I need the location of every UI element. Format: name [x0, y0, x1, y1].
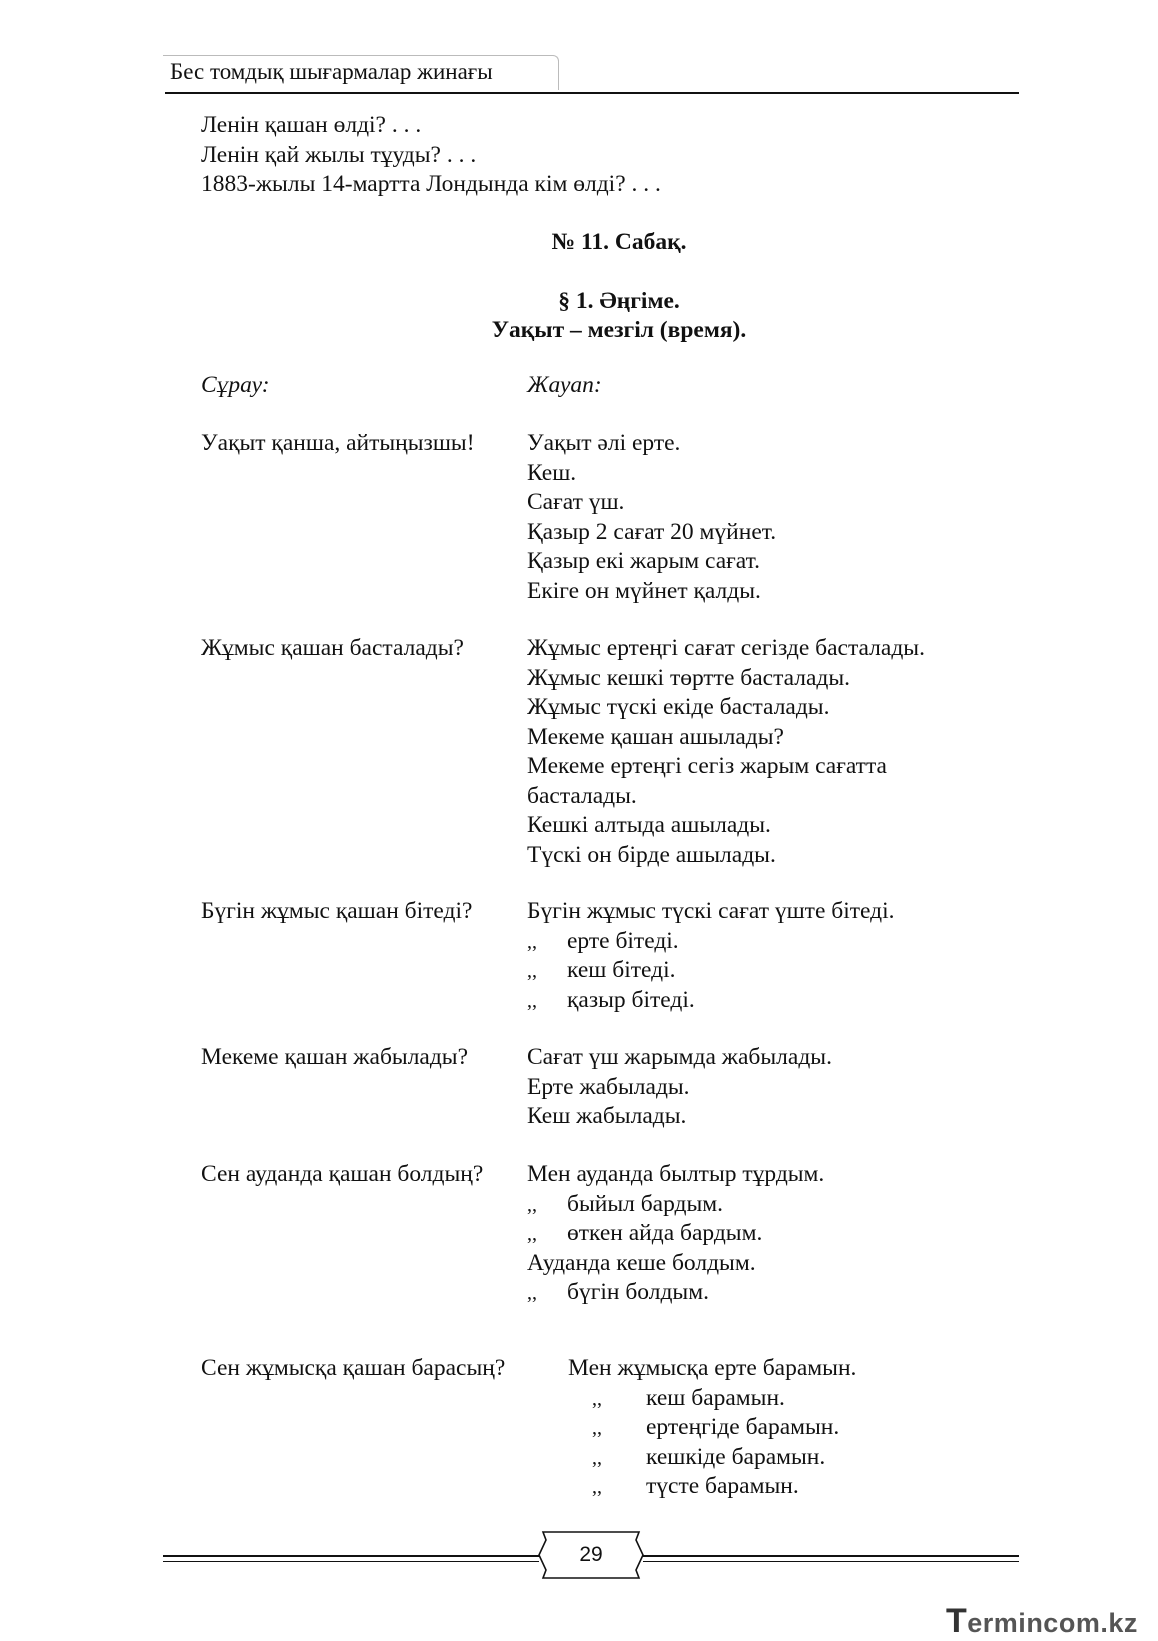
- question-text: Сен ауданда қашан болдың?: [201, 1161, 484, 1187]
- question-text: Уақыт қанша, айтыңызшы!: [201, 430, 475, 456]
- ditto-mark: ,,: [527, 1193, 537, 1216]
- answer-list: [527, 635, 925, 871]
- watermark-suffix: m.kz: [1075, 1608, 1138, 1638]
- answer-line: Ауданда кеше болдым.: [527, 1249, 756, 1276]
- answer-line: Ерте жабылады.: [527, 1073, 690, 1100]
- ditto-answer-text: быйыл бардым.: [567, 1190, 724, 1217]
- footer-rule-right: [643, 1555, 1019, 1562]
- header-rule: [165, 92, 1019, 94]
- answer-line: Бүгін жұмыс түскі сағат үште бітеді.: [527, 898, 895, 924]
- answer-line: Қазыр екі жарым сағат.: [527, 548, 760, 574]
- watermark-text: erminc: [967, 1608, 1059, 1638]
- ditto-mark: ,,: [527, 930, 537, 953]
- answer-line: Мекеме ертеңгі сегіз жарым сағатта: [527, 753, 887, 779]
- answer-line: Мекеме қашан ашылады?: [527, 723, 784, 750]
- question-text: Жұмыс қашан басталады?: [201, 635, 464, 661]
- answer-line: Жұмыс кешкі төртте басталады.: [527, 664, 851, 691]
- ditto-answer-text: кешкіде барамын.: [646, 1443, 826, 1470]
- page-number-frame: [537, 1530, 645, 1580]
- running-header: Бес томдық шығармалар жинағы: [170, 59, 493, 84]
- answer-line: басталады.: [527, 782, 637, 809]
- ditto-mark: ,,: [592, 1417, 602, 1439]
- ditto-answer-text: кеш барамын.: [646, 1384, 785, 1411]
- ditto-answer-text: өткен айда бардым.: [567, 1220, 763, 1246]
- site-watermark: [946, 1602, 1138, 1641]
- watermark-initial: T: [946, 1602, 968, 1640]
- answer-list: [527, 1044, 832, 1133]
- answer-line: Сағат үш жарымда жабылады.: [527, 1044, 832, 1070]
- question-column-label: Сұрау:: [201, 372, 270, 398]
- answer-list: [568, 1355, 856, 1503]
- answer-line: Уақыт әлі ерте.: [527, 430, 681, 456]
- ditto-answer-text: бүгін болдым.: [567, 1279, 709, 1305]
- answer-line: Жұмыс түскі екіде басталады.: [527, 694, 830, 720]
- ditto-mark: ,,: [527, 1223, 537, 1245]
- ditto-answer-text: ерте бітеді.: [567, 927, 679, 954]
- lesson-title: № 11. Сабақ.: [551, 229, 687, 255]
- intro-line: 1883-жылы 14-мартта Лондында кім өлді? . . .: [201, 171, 661, 197]
- answer-line: Кеш жабылады.: [527, 1103, 687, 1129]
- answer-line: Қазыр 2 сағат 20 мүйнет.: [527, 518, 777, 545]
- intro-line: Ленін қай жылы тұуды? . . .: [201, 141, 477, 168]
- ditto-answer-line: [568, 1414, 856, 1444]
- answer-line: Мен жұмысқа ерте барамын.: [568, 1355, 857, 1381]
- footer-rule-left: [163, 1555, 539, 1562]
- section-subtitle: Уақыт – мезгіл (время).: [491, 317, 747, 343]
- answer-list: [527, 1161, 824, 1309]
- ditto-answer-text: түсте барамын.: [646, 1473, 799, 1499]
- ditto-answer-line: [527, 987, 895, 1017]
- ditto-mark: ,,: [527, 960, 537, 982]
- answer-line: Түскі он бірде ашылады.: [527, 841, 776, 868]
- ditto-mark: ,,: [592, 1476, 602, 1498]
- watermark-search-icon: o: [1058, 1608, 1076, 1638]
- ditto-answer-line: [527, 928, 895, 958]
- ditto-answer-line: [568, 1444, 856, 1474]
- ditto-answer-line: [527, 1191, 824, 1221]
- answer-line: Сағат үш.: [527, 489, 625, 515]
- answer-line: Жұмыс ертеңгі сағат сегізде басталады.: [527, 635, 925, 661]
- ditto-answer-line: [568, 1385, 856, 1415]
- ditto-mark: ,,: [592, 1387, 602, 1410]
- ditto-mark: ,,: [592, 1446, 602, 1469]
- answer-line: Мен ауданда былтыр тұрдым.: [527, 1161, 825, 1187]
- answer-list: [527, 898, 895, 1016]
- ditto-answer-text: кеш бітеді.: [567, 957, 676, 983]
- ditto-mark: ,,: [527, 1282, 537, 1304]
- question-text: Сен жұмысқа қашан барасың?: [201, 1355, 506, 1381]
- ditto-answer-line: [568, 1473, 856, 1503]
- section-heading: § 1. Әңгіме.: [558, 288, 680, 314]
- intro-line: Ленін қашан өлді? . . .: [201, 112, 422, 138]
- answer-line: Кеш.: [527, 459, 577, 486]
- ditto-answer-line: [527, 1279, 824, 1309]
- ditto-answer-text: қазыр бітеді.: [567, 986, 695, 1013]
- ditto-answer-line: [527, 1220, 824, 1250]
- question-text: Мекеме қашан жабылады?: [201, 1044, 469, 1070]
- intro-questions: [201, 111, 661, 200]
- ditto-answer-text: ертеңгіде барамын.: [646, 1414, 840, 1440]
- question-text: Бүгін жұмыс қашан бітеді?: [201, 898, 473, 924]
- ditto-answer-line: [527, 957, 895, 987]
- answer-list: [527, 430, 776, 607]
- page-number: 29: [579, 1543, 603, 1566]
- section-title: [40, 287, 1158, 345]
- answer-column-label: Жауап:: [527, 372, 602, 398]
- answer-line: Кешкі алтыда ашылады.: [527, 812, 771, 838]
- answer-line: Екіге он мүйнет қалды.: [527, 577, 761, 604]
- ditto-mark: ,,: [527, 989, 537, 1012]
